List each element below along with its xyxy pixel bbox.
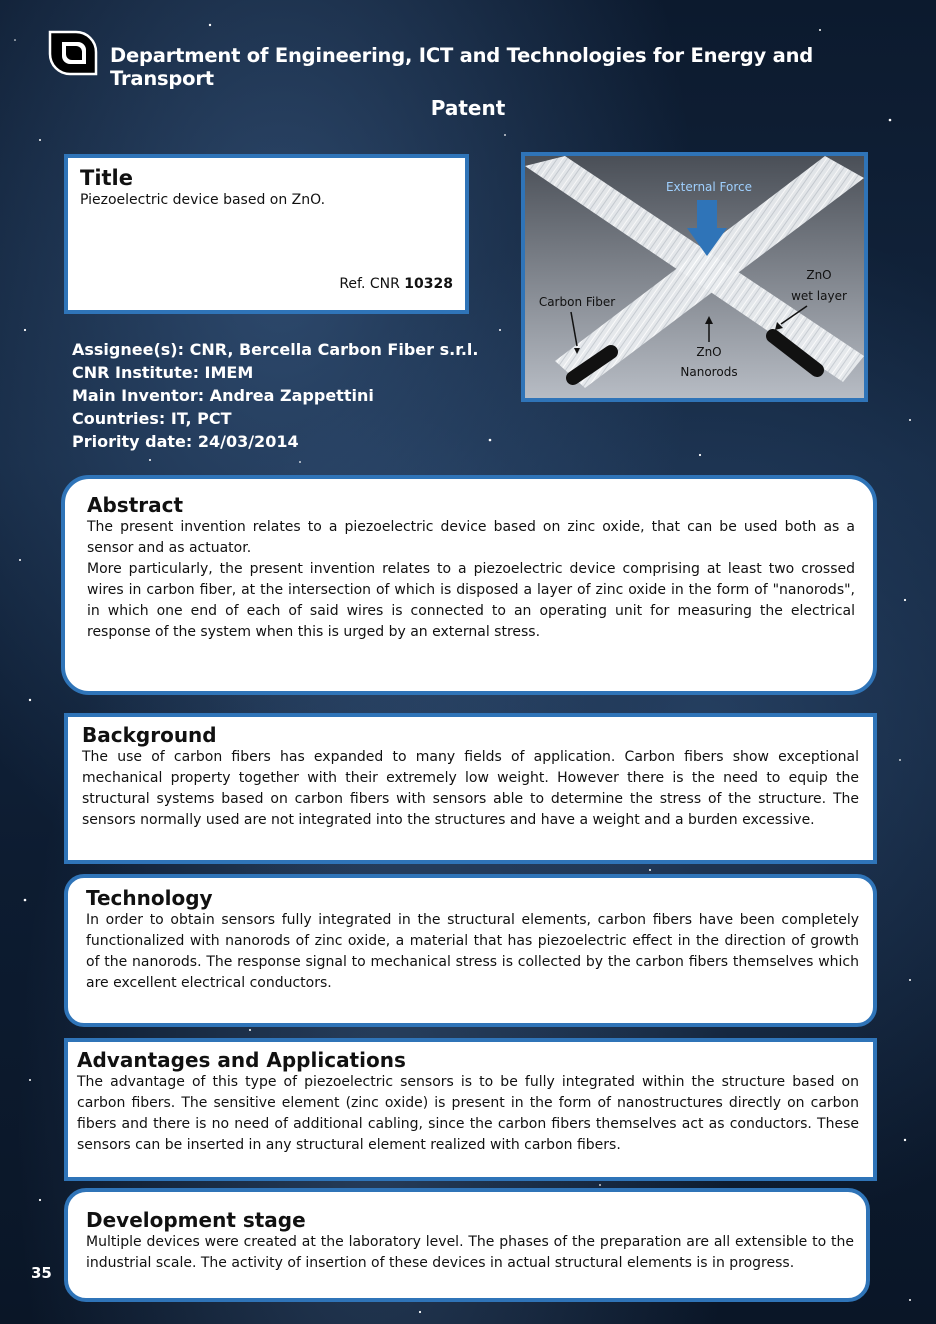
- advantages-box: [64, 1038, 877, 1181]
- device-illustration: [525, 156, 864, 398]
- abstract-paragraph-2: More particularly, the present invention relates to a piezoelectric device comprising at least two crossed wires in carbon fiber, at the intersection of which is disposed a layer of zinc oxide in the form of "nanorods", in which one end of each of said wires is connected to an operating unit for measuring the electrical response of the system when this is urged by an external stress.: [87, 561, 855, 640]
- abstract-paragraph-1: The present invention relates to a piezoelectric device based on zinc oxide, that can be used both as a sensor and as actuator.: [87, 519, 855, 556]
- background-text: The use of carbon fibers has expanded to many fields of application. Carbon fibers show exceptional mechanical property together with their extremely low weight. However there is the need to equip the structural systems based on carbon fibers with sensors able to determine the stress of the structure. The sensors normally used are not integrated into the structures and have a weight and a burden excessive.: [82, 749, 859, 828]
- section-label: Patent: [430, 96, 506, 120]
- ref-number: 10328: [404, 276, 453, 292]
- development-text: Multiple devices were created at the laboratory level. The phases of the preparation are all extensible to the industrial scale. The activity of insertion of these devices in actual structural elements is in progress.: [86, 1234, 854, 1271]
- reference-number: [339, 276, 453, 292]
- advantages-text: The advantage of this type of piezoelectric sensors is to be fully integrated within the structure based on carbon fibers. The sensitive element (zinc oxide) is present in the form of nanostructures directly on carbon fibers and there is no need of additional cabling, since the carbon fibers themselves act as conductors. These sensors can be inserted in any structural element realized with carbon fibers.: [77, 1074, 859, 1153]
- background-heading: Background: [82, 723, 217, 747]
- abstract-box: [61, 475, 877, 695]
- priority-date: Priority date: 24/03/2014: [72, 432, 299, 451]
- title-heading: Title: [80, 166, 134, 190]
- label-external-force: External Force: [665, 180, 753, 194]
- label-carbon-fiber: Carbon Fiber: [538, 295, 616, 309]
- label-zno-rods-1: ZnO: [696, 345, 722, 359]
- ref-prefix: Ref. CNR: [339, 276, 405, 292]
- device-figure: [521, 152, 868, 402]
- title-box: [64, 154, 469, 314]
- technology-text: In order to obtain sensors fully integrated in the structural elements, carbon fibers have been completely functionalized with nanorods of zinc oxide, a material that has piezoelectric effect in the direction of growth of the nanorods. The response signal to mechanical stress is collected by the carbon fibers themselves which are excellent electrical conductors.: [86, 912, 859, 991]
- title-text: Piezoelectric device based on ZnO.: [80, 192, 326, 208]
- label-zno-wet-1: ZnO: [806, 268, 832, 282]
- patent-info: [72, 338, 478, 453]
- advantages-heading: Advantages and Applications: [77, 1048, 406, 1072]
- development-heading: Development stage: [86, 1208, 306, 1232]
- background-box: [64, 713, 877, 864]
- abstract-heading: Abstract: [87, 493, 184, 517]
- assignee: Assignee(s): CNR, Bercella Carbon Fiber s.r.l.: [72, 340, 479, 359]
- cnr-institute: CNR Institute: IMEM: [72, 363, 254, 382]
- label-zno-rods-2: Nanorods: [680, 365, 738, 379]
- page-number: 35: [31, 1264, 52, 1282]
- technology-heading: Technology: [86, 886, 213, 910]
- countries: Countries: IT, PCT: [72, 409, 232, 428]
- technology-box: [64, 874, 877, 1027]
- label-zno-wet-2: wet layer: [791, 289, 847, 303]
- development-box: [64, 1188, 870, 1302]
- department-title: Department of Engineering, ICT and Technologies for Energy and Transport: [110, 44, 814, 90]
- cnr-logo: [46, 28, 100, 78]
- main-inventor: Main Inventor: Andrea Zappettini: [72, 386, 374, 405]
